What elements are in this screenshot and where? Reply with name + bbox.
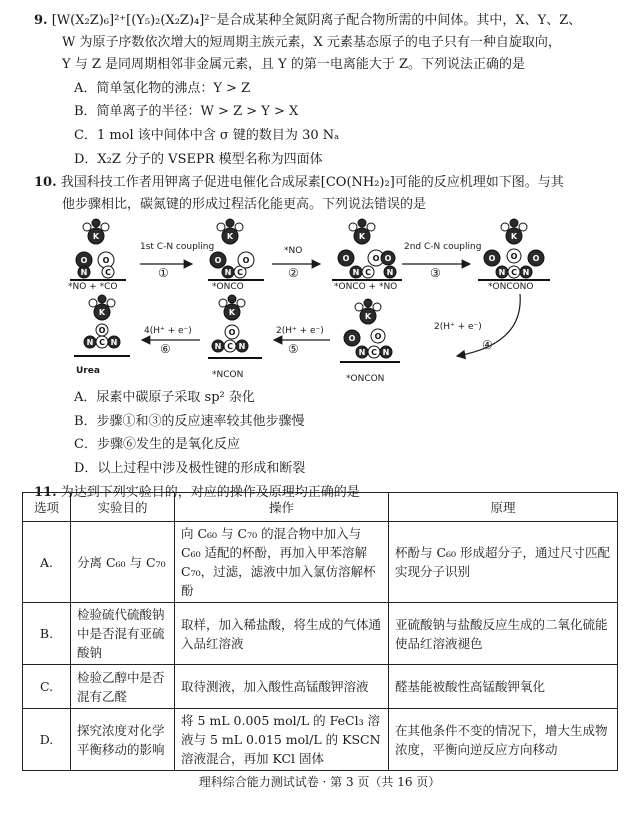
s4-o2-atom-label: O [532,254,540,263]
s3-k-lig2-atom [367,223,375,231]
q9-stem-text1: [W(X₂Z)₆]²⁺[(Y₅)₂(X₂Z)₄]²⁻是合成某种全氮阴离子配合物所需的中间体。其中，X、Y、Z、 [51,13,582,28]
q11-stem-text: 为达到下列实验目的，对应的操作及原理均正确的是 [60,485,360,500]
row-c-purpose: 检验乙醇中是否混有乙醛 [71,665,175,709]
s7-k-lig2-atom [107,299,115,307]
q9-option-b: B．简单离子的半径：W > Z > Y > X [74,104,299,119]
s6-n2-atom-label: N [238,342,246,351]
q10-stem-text1: 我国科技工作者用钾离子促进电催化合成尿素[CO(NH₂)₂]可能的反应机理如下图。与其 [60,175,564,190]
s2-o1-atom-label: O [214,256,222,265]
row-b-option: B. [23,603,71,665]
s6-o-atom-label: O [228,328,236,337]
s1-k-lig1-atom [83,223,91,231]
s7-c-atom-label: C [99,338,105,347]
s5-o1-atom-label: O [348,334,356,343]
q10-option-b: B．步骤①和③的反应速率较其他步骤慢 [74,414,305,429]
s4-n2-atom-label: N [522,268,530,277]
s5-o2-atom-label: O [374,332,382,341]
table-header-row [23,493,618,522]
species-label-4: *ONCONO [488,282,534,292]
row-b-principle: 亚硫酸钠与盐酸反应生成的二氧化硫能使品红溶液褪色 [389,603,618,665]
species-label-3: *ONCO + *NO [334,282,398,292]
s3-k-atom-label: K [358,232,366,241]
q9-number: 9. [34,13,48,28]
page-footer: 理科综合能力测试试卷 · 第 3 页（共 16 页） [198,775,441,789]
step4-label: 2(H⁺ + e⁻) [434,322,482,332]
species-label-5: *ONCON [346,374,385,384]
s1-n-atom-label: N [80,268,88,277]
s5-n2-atom-label: N [382,348,390,357]
table-row [23,603,618,665]
s2-o2-atom-label: O [242,256,250,265]
header-principle: 原理 [389,493,618,522]
step3-label: 2nd C-N coupling [404,242,482,252]
species-label-7: Urea [76,366,100,376]
s5-k-atom-label: K [364,312,372,321]
s4-o3-atom-label: O [510,252,518,261]
s5-n1-atom-label: N [358,348,366,357]
step1-label: 1st C-N coupling [140,242,215,252]
row-b-purpose: 检验硫代硫酸钠中是否混有亚硫酸钠 [71,603,175,665]
q10-stem-line1 [34,174,564,192]
row-a-principle: 杯酚与 C₆₀ 形成超分子，通过尺寸匹配实现分子识别 [389,522,618,603]
s4-k-lig1-atom [501,223,509,231]
s4-k-lig2-atom [519,223,527,231]
s1-k-lig2-atom [101,223,109,231]
s2-c-atom-label: C [237,268,243,277]
mechanism-svg [62,214,582,386]
table-row [23,522,618,603]
q10-option-d: D．以上过程中涉及极性键的形成和断裂 [74,461,306,476]
s7-k-lig1-atom [89,299,97,307]
s2-k-atom-label: K [226,232,234,241]
experiment-table [22,492,618,771]
row-c-principle: 醛基能被酸性高锰酸钾氧化 [389,665,618,709]
q10-option-c: C．步骤⑥发生的是氧化反应 [74,437,240,452]
s1-k-atom-label: K [92,232,100,241]
s6-k-lig1-atom [219,299,227,307]
step6-label: 4(H⁺ + e⁻) [144,326,192,336]
s4-k-lig3-atom [510,219,518,227]
row-d-purpose: 探究浓度对化学平衡移动的影响 [71,709,175,771]
species-label-2: *ONCO [212,282,244,292]
s3-k-lig1-atom [349,223,357,231]
s2-k-lig3-atom [226,219,234,227]
step3-circle: ③ [430,266,441,280]
q11-number: 11. [34,485,57,500]
step2-label: *NO [284,246,303,256]
s1-o1-atom-label: O [80,256,88,265]
row-c-operation: 取待测液，加入酸性高锰酸钾溶液 [175,665,389,709]
q10-stem-line2: 他步骤相比，碳氮键的形成过程活化能更高。下列说法错误的是 [62,197,427,212]
row-c-option: C. [23,665,71,709]
q9-stem-line2: W 为原子序数依次增大的短周期主族元素，X 元素基态原子的电子只有一种自旋取向， [62,35,561,50]
q9-stem-line3: Y 与 Z 是同周期相邻非金属元素，且 Y 的第一电离能大于 Z。下列说法正确的是 [62,57,526,72]
s4-o1-atom-label: O [488,254,496,263]
s2-k-lig2-atom [235,223,243,231]
q9-stem-line1 [34,12,581,30]
s2-k-lig1-atom [217,223,225,231]
s3-o1-atom-label: O [342,254,350,263]
step1-circle: ① [158,266,169,280]
step5-circle: ⑤ [288,342,299,356]
s6-k-lig2-atom [237,299,245,307]
s4-k-atom-label: K [510,232,518,241]
s3-o2-atom-label: O [372,254,380,263]
s3-k-lig3-atom [358,219,366,227]
s6-k-atom-label: K [228,308,236,317]
q9-option-c: C．1 mol 该中间体中含 σ 键的数目为 30 Nₐ [74,128,340,143]
table-row [23,665,618,709]
s5-k-lig3-atom [364,299,372,307]
table-row [23,709,618,771]
row-a-purpose: 分离 C₆₀ 与 C₇₀ [71,522,175,603]
s7-n2-atom-label: N [110,338,118,347]
row-b-operation: 取样，加入稀盐酸，将生成的气体通入品红溶液 [175,603,389,665]
header-option: 选项 [23,493,71,522]
q10-option-a: A．尿素中碳原子采取 sp² 杂化 [74,390,255,405]
s3-n-atom-label: N [352,268,360,277]
s4-n1-atom-label: N [498,268,506,277]
s3-c-atom-label: C [365,268,371,277]
s2-n-atom-label: N [224,268,232,277]
species-label-1: *NO + *CO [68,282,118,292]
row-d-option: D. [23,709,71,771]
step2-circle: ② [288,266,299,280]
s1-o2-atom-label: O [102,256,110,265]
species-label-6: *NCON [212,370,244,380]
s4-c-atom-label: C [511,268,517,277]
header-purpose: 实验目的 [71,493,175,522]
row-d-operation: 将 5 mL 0.005 mol/L 的 FeCl₃ 溶液与 5 mL 0.015 mol/L 的 KSCN 溶液混合，再加 KCl 固体 [175,709,389,771]
row-d-principle: 在其他条件不变的情况下，增大生成物浓度，平衡向逆反应方向移动 [389,709,618,771]
reaction-mechanism-diagram [62,214,582,386]
row-a-option: A. [23,522,71,603]
step5-label: 2(H⁺ + e⁻) [276,326,324,336]
s7-k-lig3-atom [98,295,106,303]
row-a-operation: 向 C₆₀ 与 C₇₀ 的混合物中加入与 C₆₀ 适配的杯酚，再加入甲苯溶解 C₇₀，过滤，滤液中加入氯仿溶解杯酚 [175,522,389,603]
q9-option-d: D．X₂Z 分子的 VSEPR 模型名称为四面体 [74,152,323,167]
step4-circle: ④ [482,338,493,352]
s6-k-lig3-atom [228,295,236,303]
s6-n1-atom-label: N [214,342,222,351]
s1-k-lig3-atom [92,219,100,227]
s7-o-atom-label: O [98,326,106,335]
step6-circle: ⑥ [160,342,171,356]
s3-o3-atom-label: O [384,254,392,263]
s5-c-atom-label: C [371,348,377,357]
s5-k-lig2-atom [373,303,381,311]
q9-option-a: A．简单氢化物的沸点：Y > Z [74,81,251,96]
q10-number: 10. [34,175,57,190]
header-operation: 操作 [175,493,389,522]
s7-k-atom-label: K [98,308,106,317]
s3-n2-atom-label: N [386,268,394,277]
s5-k-lig1-atom [355,303,363,311]
s7-n1-atom-label: N [86,338,94,347]
s1-c-atom-label: C [105,268,111,277]
s6-c-atom-label: C [227,342,233,351]
